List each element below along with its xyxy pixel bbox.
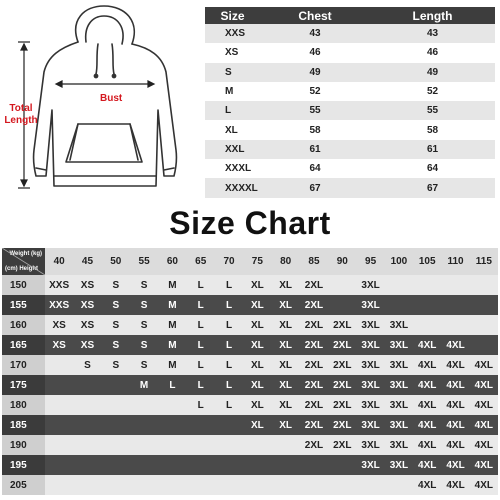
size-cell: S xyxy=(102,295,130,315)
grid-corner-cell xyxy=(2,248,45,275)
chest-cell: 55 xyxy=(260,101,370,120)
size-cell: XS xyxy=(45,315,73,335)
size-cell: XL xyxy=(272,295,300,315)
size-cell xyxy=(385,275,413,295)
weight-header-cell: 70 xyxy=(215,248,243,275)
size-cell xyxy=(130,435,158,455)
size-cell: 3XL xyxy=(356,455,384,475)
size-grid-row xyxy=(2,335,498,355)
size-cell xyxy=(73,375,101,395)
size-cell xyxy=(45,415,73,435)
size-cell: XXL xyxy=(205,140,260,159)
size-cell: L xyxy=(187,355,215,375)
size-cell xyxy=(73,415,101,435)
size-cell xyxy=(300,455,328,475)
size-column-header: Size xyxy=(205,7,260,24)
hoodie-illustration xyxy=(0,0,200,200)
size-cell: XL xyxy=(243,375,271,395)
size-cell xyxy=(102,395,130,415)
height-row-header: 160 xyxy=(2,315,45,335)
size-cell: 4XL xyxy=(413,375,441,395)
size-cell: L xyxy=(215,315,243,335)
height-row-header: 180 xyxy=(2,395,45,415)
size-cell: XS xyxy=(73,275,101,295)
size-cell: 3XL xyxy=(356,355,384,375)
size-cell: L xyxy=(187,315,215,335)
size-cell: 4XL xyxy=(413,395,441,415)
weight-header-row xyxy=(2,248,498,275)
size-cell: 4XL xyxy=(441,355,469,375)
weight-header-cell: 50 xyxy=(102,248,130,275)
size-cell: 4XL xyxy=(413,475,441,495)
measurement-row xyxy=(205,63,495,82)
size-cell xyxy=(158,415,186,435)
size-cell: XL xyxy=(243,395,271,415)
size-cell: M xyxy=(130,375,158,395)
size-cell xyxy=(187,475,215,495)
size-cell xyxy=(413,315,441,335)
size-cell: L xyxy=(205,101,260,120)
length-cell: 61 xyxy=(370,140,495,159)
size-cell: 4XL xyxy=(470,455,498,475)
length-cell: 55 xyxy=(370,101,495,120)
size-cell xyxy=(243,475,271,495)
weight-header-cell: 115 xyxy=(470,248,498,275)
size-cell xyxy=(470,295,498,315)
size-cell xyxy=(328,475,356,495)
size-cell: L xyxy=(187,295,215,315)
size-cell xyxy=(102,415,130,435)
size-cell xyxy=(328,275,356,295)
measurement-row xyxy=(205,140,495,159)
size-cell: XL xyxy=(243,275,271,295)
size-cell: M xyxy=(158,315,186,335)
size-cell xyxy=(158,395,186,415)
size-cell xyxy=(130,455,158,475)
size-cell xyxy=(441,315,469,335)
size-cell xyxy=(158,435,186,455)
size-cell: XL xyxy=(272,355,300,375)
size-cell xyxy=(130,415,158,435)
size-cell xyxy=(413,275,441,295)
size-cell xyxy=(441,275,469,295)
size-cell: 3XL xyxy=(385,395,413,415)
size-grid-row xyxy=(2,435,498,455)
size-cell xyxy=(45,475,73,495)
size-cell xyxy=(385,475,413,495)
size-cell: 4XL xyxy=(470,375,498,395)
chest-cell: 43 xyxy=(260,24,370,43)
size-cell: S xyxy=(102,315,130,335)
size-cell: 2XL xyxy=(328,435,356,455)
size-cell: XL xyxy=(243,335,271,355)
size-cell xyxy=(45,375,73,395)
size-cell: 2XL xyxy=(300,275,328,295)
size-grid-row xyxy=(2,395,498,415)
size-cell: XS xyxy=(205,43,260,62)
size-cell xyxy=(158,475,186,495)
size-cell: XL xyxy=(272,415,300,435)
size-cell: 4XL xyxy=(470,415,498,435)
size-cell xyxy=(102,475,130,495)
size-cell: XS xyxy=(73,315,101,335)
size-cell xyxy=(470,335,498,355)
length-cell: 43 xyxy=(370,24,495,43)
length-cell: 52 xyxy=(370,82,495,101)
size-cell: 4XL xyxy=(470,355,498,375)
size-cell xyxy=(187,455,215,475)
measurement-row xyxy=(205,120,495,139)
size-cell: XL xyxy=(272,335,300,355)
measurement-row xyxy=(205,43,495,62)
size-cell xyxy=(272,455,300,475)
size-cell: 4XL xyxy=(441,475,469,495)
height-row-header: 155 xyxy=(2,295,45,315)
chest-cell: 58 xyxy=(260,120,370,139)
chest-column-header: Chest xyxy=(260,7,370,24)
size-cell xyxy=(243,435,271,455)
measurement-row xyxy=(205,82,495,101)
size-cell: 3XL xyxy=(356,335,384,355)
size-cell: L xyxy=(187,335,215,355)
weight-header-cell: 60 xyxy=(158,248,186,275)
size-cell xyxy=(45,435,73,455)
size-cell: XS xyxy=(45,335,73,355)
size-cell: L xyxy=(187,375,215,395)
corner-diagonal xyxy=(2,248,45,275)
size-cell: 3XL xyxy=(385,315,413,335)
size-cell: 3XL xyxy=(356,315,384,335)
weight-header-cell: 80 xyxy=(272,248,300,275)
size-cell: L xyxy=(215,395,243,415)
size-grid-row xyxy=(2,475,498,495)
size-cell xyxy=(102,435,130,455)
size-cell: L xyxy=(215,275,243,295)
weight-header-cell: 105 xyxy=(413,248,441,275)
size-cell xyxy=(187,415,215,435)
size-cell: S xyxy=(130,295,158,315)
size-cell xyxy=(73,455,101,475)
size-cell: S xyxy=(130,275,158,295)
size-cell: L xyxy=(215,375,243,395)
length-cell: 46 xyxy=(370,43,495,62)
size-cell xyxy=(45,455,73,475)
size-cell: XL xyxy=(243,315,271,335)
size-cell: XL xyxy=(272,315,300,335)
measurement-row xyxy=(205,159,495,178)
size-cell xyxy=(45,355,73,375)
size-grid-row xyxy=(2,315,498,335)
chest-cell: 61 xyxy=(260,140,370,159)
size-cell xyxy=(102,375,130,395)
size-cell: XXS xyxy=(45,295,73,315)
size-cell: 2XL xyxy=(300,315,328,335)
total-length-label: Total Length xyxy=(4,103,38,126)
chest-cell: 52 xyxy=(260,82,370,101)
size-cell: XL xyxy=(205,120,260,139)
size-cell xyxy=(102,455,130,475)
size-cell: XL xyxy=(272,375,300,395)
size-cell: M xyxy=(158,355,186,375)
size-cell: M xyxy=(205,82,260,101)
size-cell: 2XL xyxy=(300,375,328,395)
size-cell: S xyxy=(130,315,158,335)
size-cell: 2XL xyxy=(328,395,356,415)
size-cell xyxy=(215,415,243,435)
length-cell: 49 xyxy=(370,63,495,82)
chest-cell: 64 xyxy=(260,159,370,178)
size-cell: L xyxy=(215,295,243,315)
weight-header-cell: 65 xyxy=(187,248,215,275)
size-cell: XXXXL xyxy=(205,178,260,197)
weight-header-cell: 110 xyxy=(441,248,469,275)
size-cell xyxy=(413,295,441,315)
size-cell: S xyxy=(102,275,130,295)
size-grid-row xyxy=(2,375,498,395)
size-cell: 4XL xyxy=(441,435,469,455)
size-cell xyxy=(73,435,101,455)
size-cell: 2XL xyxy=(300,295,328,315)
size-cell: 2XL xyxy=(328,415,356,435)
measurement-row xyxy=(205,178,495,197)
size-cell: 2XL xyxy=(300,435,328,455)
size-cell: 2XL xyxy=(328,315,356,335)
size-cell: 2XL xyxy=(300,395,328,415)
size-cell: XXS xyxy=(45,275,73,295)
chest-cell: 67 xyxy=(260,178,370,197)
size-grid-row xyxy=(2,455,498,475)
size-cell: L xyxy=(215,335,243,355)
length-cell: 58 xyxy=(370,120,495,139)
size-cell: 4XL xyxy=(470,435,498,455)
size-cell: XS xyxy=(73,295,101,315)
size-cell: 4XL xyxy=(470,475,498,495)
weight-header-cell: 100 xyxy=(385,248,413,275)
page-title: Size Chart xyxy=(169,205,331,241)
size-cell: 4XL xyxy=(470,395,498,415)
size-cell: 4XL xyxy=(441,335,469,355)
chest-cell: 49 xyxy=(260,63,370,82)
size-cell: 2XL xyxy=(328,335,356,355)
measurement-header-row xyxy=(205,7,495,24)
size-cell: 3XL xyxy=(385,435,413,455)
size-cell: 3XL xyxy=(356,295,384,315)
height-row-header: 175 xyxy=(2,375,45,395)
size-cell: S xyxy=(130,335,158,355)
size-cell: 3XL xyxy=(385,415,413,435)
size-cell: XS xyxy=(73,335,101,355)
size-cell xyxy=(187,435,215,455)
weight-header-cell: 90 xyxy=(328,248,356,275)
size-cell: S xyxy=(102,335,130,355)
height-row-header: 150 xyxy=(2,275,45,295)
size-cell xyxy=(243,455,271,475)
size-cell: 2XL xyxy=(328,375,356,395)
size-grid-table xyxy=(2,248,498,495)
size-cell: S xyxy=(102,355,130,375)
measurement-row xyxy=(205,24,495,43)
size-cell: 4XL xyxy=(413,435,441,455)
size-cell: XL xyxy=(272,275,300,295)
size-cell xyxy=(441,295,469,315)
size-cell xyxy=(272,475,300,495)
size-cell xyxy=(130,475,158,495)
size-cell xyxy=(272,435,300,455)
size-cell: XXS xyxy=(205,24,260,43)
size-cell: 3XL xyxy=(356,375,384,395)
size-grid-row xyxy=(2,415,498,435)
weight-header-cell: 75 xyxy=(243,248,271,275)
size-cell xyxy=(215,475,243,495)
size-cell: L xyxy=(187,395,215,415)
size-cell xyxy=(328,455,356,475)
size-cell: XL xyxy=(272,395,300,415)
size-cell xyxy=(130,395,158,415)
size-cell: 4XL xyxy=(441,395,469,415)
size-cell: 3XL xyxy=(356,275,384,295)
size-cell xyxy=(73,395,101,415)
size-cell: L xyxy=(215,355,243,375)
size-cell: 3XL xyxy=(385,375,413,395)
size-cell xyxy=(215,455,243,475)
size-cell: 3XL xyxy=(356,395,384,415)
length-column-header: Length xyxy=(370,7,495,24)
weight-header-cell: 45 xyxy=(73,248,101,275)
measurement-row xyxy=(205,101,495,120)
size-cell xyxy=(73,475,101,495)
size-cell xyxy=(385,295,413,315)
size-cell xyxy=(158,455,186,475)
size-cell: S xyxy=(73,355,101,375)
size-cell: XL xyxy=(243,295,271,315)
height-row-header: 205 xyxy=(2,475,45,495)
bust-label: Bust xyxy=(100,93,123,104)
size-cell: 2XL xyxy=(328,355,356,375)
size-cell: 3XL xyxy=(356,415,384,435)
size-cell: 4XL xyxy=(441,415,469,435)
size-grid-row xyxy=(2,295,498,315)
length-cell: 64 xyxy=(370,159,495,178)
size-cell xyxy=(470,275,498,295)
height-row-header: 170 xyxy=(2,355,45,375)
size-cell: L xyxy=(158,375,186,395)
size-cell xyxy=(356,475,384,495)
weight-axis-label: Weight (kg) xyxy=(9,251,42,257)
size-cell: 3XL xyxy=(385,335,413,355)
size-grid-row xyxy=(2,355,498,375)
size-cell: M xyxy=(158,275,186,295)
size-cell xyxy=(328,295,356,315)
size-cell: 3XL xyxy=(385,455,413,475)
height-row-header: 190 xyxy=(2,435,45,455)
size-cell: 2XL xyxy=(300,355,328,375)
weight-header-cell: 55 xyxy=(130,248,158,275)
size-cell: 3XL xyxy=(385,355,413,375)
weight-header-cell: 95 xyxy=(356,248,384,275)
size-cell: 2XL xyxy=(300,415,328,435)
size-cell: S xyxy=(130,355,158,375)
size-cell xyxy=(300,475,328,495)
size-cell: 4XL xyxy=(413,355,441,375)
size-cell: 4XL xyxy=(413,335,441,355)
size-cell: 4XL xyxy=(413,415,441,435)
size-cell: M xyxy=(158,295,186,315)
size-cell xyxy=(470,315,498,335)
size-cell xyxy=(45,395,73,415)
size-cell: S xyxy=(205,63,260,82)
size-grid-row xyxy=(2,275,498,295)
weight-header-cell: 40 xyxy=(45,248,73,275)
size-cell: XL xyxy=(243,415,271,435)
weight-header-cell: 85 xyxy=(300,248,328,275)
size-cell: XXXL xyxy=(205,159,260,178)
size-cell: 2XL xyxy=(300,335,328,355)
size-cell: 4XL xyxy=(413,455,441,475)
height-axis-label: (cm) Height xyxy=(5,266,38,272)
size-cell: L xyxy=(187,275,215,295)
measurement-table xyxy=(205,7,495,198)
size-cell: M xyxy=(158,335,186,355)
size-cell: 4XL xyxy=(441,455,469,475)
height-row-header: 165 xyxy=(2,335,45,355)
size-cell: 4XL xyxy=(441,375,469,395)
length-cell: 67 xyxy=(370,178,495,197)
height-row-header: 195 xyxy=(2,455,45,475)
size-cell xyxy=(215,435,243,455)
chest-cell: 46 xyxy=(260,43,370,62)
height-row-header: 185 xyxy=(2,415,45,435)
size-cell: XL xyxy=(243,355,271,375)
size-cell: 3XL xyxy=(356,435,384,455)
